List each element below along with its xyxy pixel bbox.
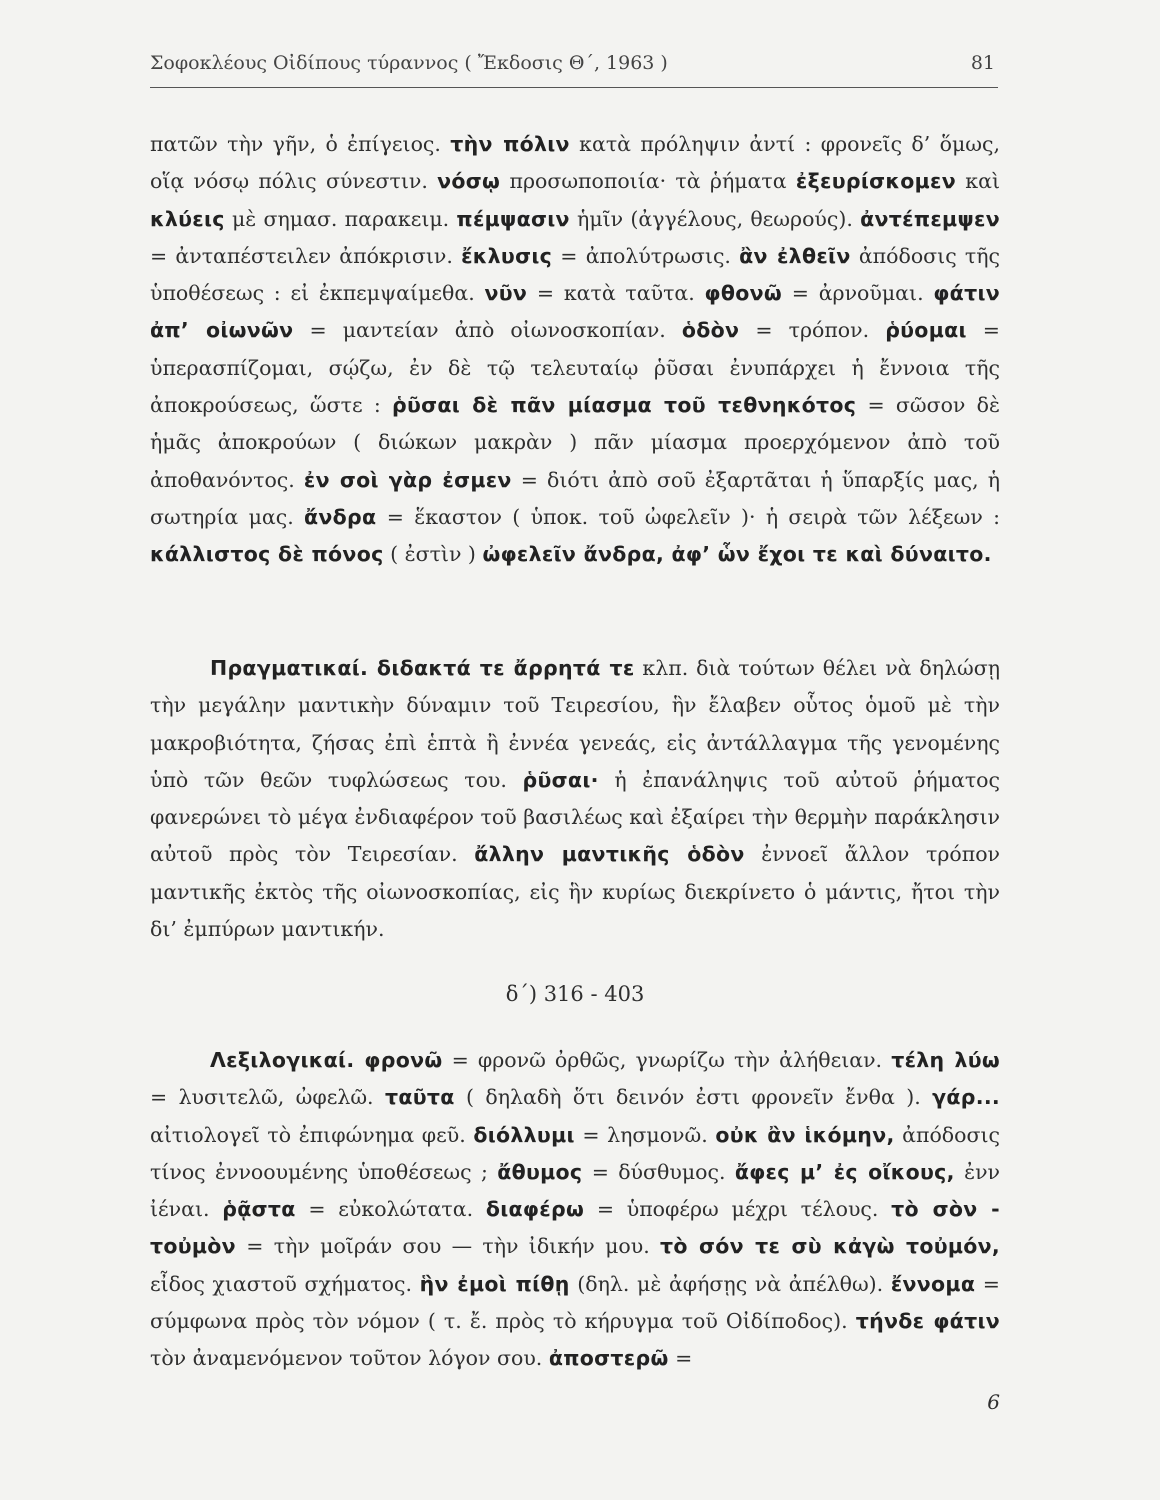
gloss-text: κλπ. διὰ τούτων θέλει νὰ δηλώσῃ τὴν μεγάλην μαντικὴν δύναμιν τοῦ Τειρεσίου, ἣν ἔλαβεν οὗτος ὁμοῦ μὲ τὴν μακροβιότητα, ζήσας ἐπὶ ἑπτὰ ἢ ἐννέα γενεάς, εἰς ἀντάλλαγμα τῆς γενομένης ὑπὸ τῶν θεῶν τυφλώσεως του.: [150, 656, 1000, 792]
signature-mark: 6: [987, 1390, 1000, 1414]
gloss-text: ἐνν ἰέναι.: [150, 1159, 1000, 1222]
headword: ἣν ἐμοὶ πίθῃ: [419, 1271, 570, 1296]
gloss-text: καὶ: [956, 169, 1000, 194]
headword: φθονῶ: [704, 281, 783, 306]
gloss-text: = τὴν μοῖράν σου — τὴν ἰδικήν μου.: [235, 1234, 661, 1259]
headword: ἀποστερῶ: [548, 1346, 669, 1371]
gloss-text: = λησμονῶ.: [574, 1122, 716, 1147]
headword: ἐξευρίσκομεν: [795, 169, 956, 194]
gloss-text: κατὰ πρόληψιν ἀντί : φρονεῖς δ’ ὅμως, οἵᾳ νόσῳ πόλις σύνεστιν.: [150, 132, 1001, 194]
gloss-text: ἀπόδοσις τῆς ὑποθέσεως : εἰ ἐκπεμψαίμεθα.: [150, 243, 1000, 306]
headword: γάρ...: [932, 1085, 1000, 1110]
headword: ῥύομαι: [885, 318, 967, 343]
headword: Πραγματικαί. διδακτά τε ἄρρητά τε: [210, 656, 635, 680]
headword: ἄλλην μαντικῆς ὁδὸν: [474, 842, 745, 867]
gloss-text: ἀπόδοσις τίνος ἐννοουμένης ὑποθέσεως ;: [150, 1122, 1001, 1184]
headword: φάτιν ἀπ’ οἰωνῶν: [150, 281, 1000, 343]
headword: ταῦτα: [384, 1085, 455, 1110]
headword: κλύεις: [150, 206, 225, 231]
gloss-text: = λυσιτελῶ, ὠφελῶ.: [150, 1085, 385, 1110]
headword: ἐν σοὶ γὰρ ἐσμεν: [303, 467, 512, 492]
gloss-text: πατῶν τὴν γῆν, ὁ ἐπίγειος.: [150, 132, 451, 156]
gloss-text: = ὑποφέρω μέχρι τέλους.: [584, 1197, 892, 1222]
section-heading: δ΄) 316 - 403: [505, 982, 645, 1006]
gloss-text: = μαντείαν ἀπὸ οἰωνοσκοπίαν.: [293, 318, 682, 343]
headword: ἄνδρα: [304, 504, 377, 529]
paragraph-3-text: [150, 1042, 1000, 1378]
gloss-text: =: [668, 1346, 693, 1371]
gloss-text: = τρόπον.: [739, 318, 886, 343]
headword: διόλλυμι: [473, 1122, 575, 1147]
gloss-text: (δηλ. μὲ ἀφήσῃς νὰ ἀπέλθω).: [569, 1271, 891, 1296]
gloss-text: ( ἐστὶν ): [383, 542, 483, 567]
headword: νόσῳ: [437, 169, 501, 194]
page-number: 81: [970, 52, 995, 74]
paragraph-2: [150, 650, 1000, 948]
paragraph-2-text: [150, 650, 1000, 948]
headword: κάλλιστος δὲ πόνος: [150, 542, 384, 567]
gloss-text: = κατὰ ταῦτα.: [527, 281, 705, 306]
headword: ἔκλυσις: [461, 243, 553, 268]
gloss-text: = ἕκαστον ( ὑποκ. τοῦ ὠφελεῖν )· ἡ σειρὰ τῶν λέξεων :: [376, 504, 1000, 529]
headword: οὐκ ἂν ἱκόμην,: [715, 1122, 895, 1147]
gloss-text: = ἀπολύτρωσις.: [552, 243, 740, 268]
headword: πέμψασιν: [456, 206, 570, 231]
gloss-text: προσωποποιία· τὰ ῥήματα: [500, 169, 796, 194]
gloss-text: αἰτιολογεῖ τὸ ἐπιφώνημα φεῦ.: [150, 1122, 474, 1147]
paragraph-3: [150, 1042, 1000, 1378]
gloss-text: ἡ ἐπανάληψις τοῦ αὐτοῦ ῥήματος φανερώνει τὸ μέγα ἐνδιαφέρον τοῦ βασιλέως καὶ ἐξαίρει τὴν θερμὴν παράκλησιν αὐτοῦ πρὸς τὸν Τειρεσίαν.: [150, 767, 1000, 867]
headword: ῥῦσαι δὲ πᾶν μίασμα τοῦ τεθνηκότος: [391, 393, 857, 418]
running-header: [150, 52, 995, 74]
header-rule: [150, 87, 998, 88]
gloss-text: = ἀρνοῦμαι.: [782, 281, 934, 306]
gloss-text: = σύμφωνα πρὸς τὸν νόμον ( τ. ἔ. πρὸς τὸ κήρυγμα τοῦ Οἰδίποδος).: [150, 1271, 1000, 1334]
headword: ἂν ἐλθεῖν: [739, 243, 851, 268]
headword: ἄφες μ’ ἐς οἴκους,: [734, 1159, 955, 1184]
gloss-text: μὲ σημασ. παρακειμ.: [224, 206, 457, 231]
gloss-text: = φρονῶ ὀρθῶς, γνωρίζω τὴν ἀλήθειαν.: [442, 1048, 892, 1072]
gloss-text: = ἀνταπέστειλεν ἀπόκρισιν.: [150, 243, 462, 268]
headword: διαφέρω: [485, 1197, 585, 1222]
headword: τὴν πόλιν: [450, 132, 570, 156]
gloss-text: τὸν ἀναμενόμενον τοῦτον λόγον σου.: [150, 1346, 549, 1371]
gloss-text: = διότι ἀπὸ σοῦ ἐξαρτᾶται ἡ ὕπαρξίς μας, ἡ σωτηρία μας.: [150, 467, 1000, 529]
gloss-text: = εὐκολώτατα.: [295, 1197, 486, 1222]
paragraph-1: [150, 126, 1000, 574]
gloss-text: ἡμῖν (ἀγγέλους, θεωρούς).: [569, 206, 861, 231]
headword: ῥᾷστα: [222, 1197, 296, 1222]
headword: Λεξιλογικαί. φρονῶ: [210, 1048, 443, 1072]
header-title: Σοφοκλέους Οἰδίπους τύραννος ( Ἔκδοσις Θ΄, 1963 ): [150, 52, 668, 74]
headword: ἄθυμος: [497, 1159, 583, 1184]
gloss-text: = σῶσον δὲ ἡμᾶς ἀποκρούων ( διώκων μακρὰν ) πᾶν μίασμα προερχόμενον ἀπὸ τοῦ ἀποθανόντος.: [150, 393, 1000, 492]
headword: ἔννομα: [890, 1271, 976, 1296]
headword: ἀντέπεμψεν: [860, 206, 1000, 231]
headword: τὸ σόν τε σὺ κἀγὼ τοὐμόν,: [660, 1234, 1000, 1259]
gloss-text: εἶδος χιαστοῦ σχήματος.: [150, 1271, 420, 1296]
gloss-text: ( δηλαδὴ ὅτι δεινόν ἐστι φρονεῖν ἔνθα ).: [454, 1085, 933, 1110]
headword: νῦν: [484, 281, 528, 306]
headword: ὠφελεῖν ἄνδρα, ἀφ’ ὧν ἔχοι τε καὶ δύναιτο.: [482, 542, 992, 567]
headword: τὸ σὸν - τοὐμὸν: [150, 1197, 1000, 1259]
headword: τήνδε φάτιν: [855, 1309, 1000, 1334]
gloss-text: ἐννοεῖ ἄλλον τρόπον μαντικῆς ἐκτὸς τῆς οἰωνοσκοπίας, εἰς ἣν κυρίως διεκρίνετο ὁ μάντις, ἤτοι τὴν δι’ ἐμπύρων μαντικήν.: [150, 842, 1000, 942]
headword: τέλη λύω: [891, 1048, 1001, 1072]
headword: ῥῦσαι·: [522, 767, 599, 792]
paragraph-1-text: [150, 126, 1000, 574]
gloss-text: = δύσθυμος.: [582, 1159, 735, 1184]
gloss-text: = ὑπερασπίζομαι, σῴζω, ἐν δὲ τῷ τελευταίῳ ῥῦσαι ἐνυπάρχει ἡ ἔννοια τῆς ἀποκρούσεως, ὥστε :: [150, 318, 1000, 418]
headword: ὁδὸν: [681, 318, 740, 343]
